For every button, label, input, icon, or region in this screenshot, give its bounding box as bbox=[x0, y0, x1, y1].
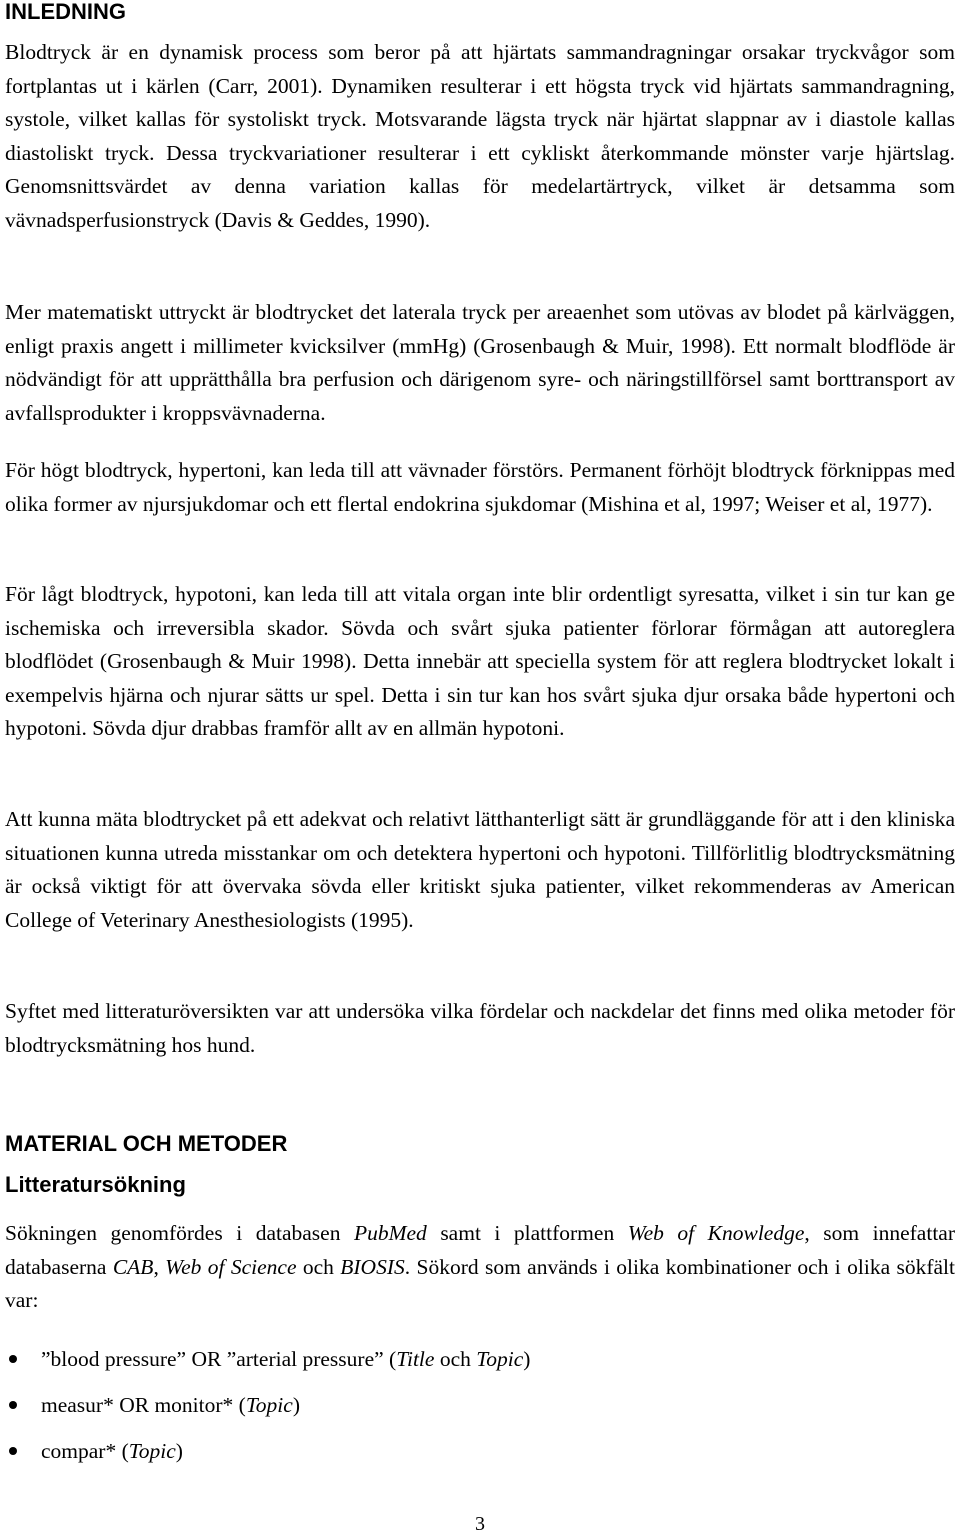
intro-paragraph-1 bbox=[5, 36, 955, 237]
list-item: measur* OR monitor* (Topic) bbox=[5, 1388, 530, 1434]
wok-name: Web of Knowledge bbox=[627, 1221, 805, 1245]
bullet-icon bbox=[9, 1401, 17, 1409]
heading-material-och-metoder: MATERIAL OCH METODER bbox=[5, 1131, 288, 1156]
paragraph: För lågt blodtryck, hypotoni, kan leda till att vitala organ inte blir ordentligt syresatta, vilket i sin tur kan ge ischemiska och irreversibla skador. Sövda och svårt sjuka patienter förlorar förmågan att autoreglera blodflödet (Grosenbaugh & Muir 1998). Detta innebär att speciella system för att reglera blodtrycket lokalt i exempelvis hjärna och njurar sätts ur spel. Detta i sin tur kan hos svårt sjuka djur orsaka både hypertoni och hypotoni. Sövda djur drabbas framför allt av en allmän hypotoni. bbox=[5, 582, 955, 740]
heading-litteratursokning: Litteratursökning bbox=[5, 1172, 186, 1197]
page-number: 3 bbox=[475, 1513, 485, 1535]
paragraph: Att kunna mäta blodtrycket på ett adekvat och relativt lätthanterligt sätt är grundläggande för att i den kliniska situationen kunna utreda misstankar om och detektera hypertoni och hypotoni. Tillförlitlig blodtrycksmätning är också viktigt för att övervaka sövda eller kritiskt sjuka patienter, vilket rekommenderas av American College of Veterinary Anesthesiologists (1995). bbox=[5, 807, 955, 932]
search-terms-list bbox=[5, 1342, 530, 1480]
search-description: Sökningen genomfördes i databasen PubMed samt i plattformen Web of Knowledge, som innefattar databaserna CAB, Web of Science och BIOSIS. Sökord som används i olika kombinationer och i olika sökfält var: bbox=[5, 1221, 955, 1312]
paragraph: Mer matematiskt uttryckt är blodtrycket det laterala tryck per areaenhet som utövas av blodet på kärlväggen, enligt praxis angett i millimeter kvicksilver (mmHg) (Grosenbaugh & Muir, 1998). Ett normalt blodflöde är nödvändigt för att upprätthålla bra perfusion och därigenom syre- och näringstillförsel samt borttransport av avfallsprodukter i kroppsvävnaderna. bbox=[5, 300, 955, 425]
intro-paragraph-6 bbox=[5, 995, 955, 1062]
bullet-icon bbox=[9, 1355, 17, 1363]
heading-inledning: INLEDNING bbox=[5, 0, 126, 24]
wos-name: Web of Science bbox=[165, 1254, 297, 1279]
pubmed-name: PubMed bbox=[353, 1221, 427, 1245]
section-inledning bbox=[5, 0, 126, 24]
list-item: compar* (Topic) bbox=[5, 1434, 530, 1480]
cab-name: CAB bbox=[112, 1254, 154, 1279]
intro-paragraph-2 bbox=[5, 296, 955, 430]
intro-paragraph-4 bbox=[5, 578, 955, 746]
list-item: ”blood pressure” OR ”arterial pressure” (Title och Topic) bbox=[5, 1342, 530, 1388]
biosis-name: BIOSIS bbox=[340, 1254, 405, 1279]
intro-paragraph-3 bbox=[5, 454, 955, 521]
paragraph: Syftet med litteraturöversikten var att undersöka vilka fördelar och nackdelar det finns med olika metoder för blodtrycksmätning hos hund. bbox=[5, 999, 955, 1057]
paragraph: Blodtryck är en dynamisk process som beror på att hjärtats sammandragningar orsakar tryckvågor som fortplantas ut i kärlen (Carr, 2001). Dynamiken resulterar i ett högsta tryck vid hjärtats sammandragning, systole, vilket kallas för systoliskt tryck. Motsvarande lägsta tryck när hjärtat slappnar av i diastole kallas diastoliskt tryck. Dessa tryckvariationer resulterar i ett cykliskt återkommande mönster varje hjärtslag. Genomsnittsvärdet av denna variation kallas för medelartärtryck, vilket är detsamma som vävnadsperfusionstryck (Davis & Geddes, 1990). bbox=[5, 40, 955, 232]
intro-paragraph-5 bbox=[5, 803, 955, 937]
bullet-icon bbox=[9, 1447, 17, 1455]
paragraph: För högt blodtryck, hypertoni, kan leda till att vävnader förstörs. Permanent förhöjt blodtryck förknippas med olika former av njursjukdomar och ett flertal endokrina sjukdomar (Mishina et al, 1997; Weiser et al, 1977). bbox=[5, 458, 955, 516]
